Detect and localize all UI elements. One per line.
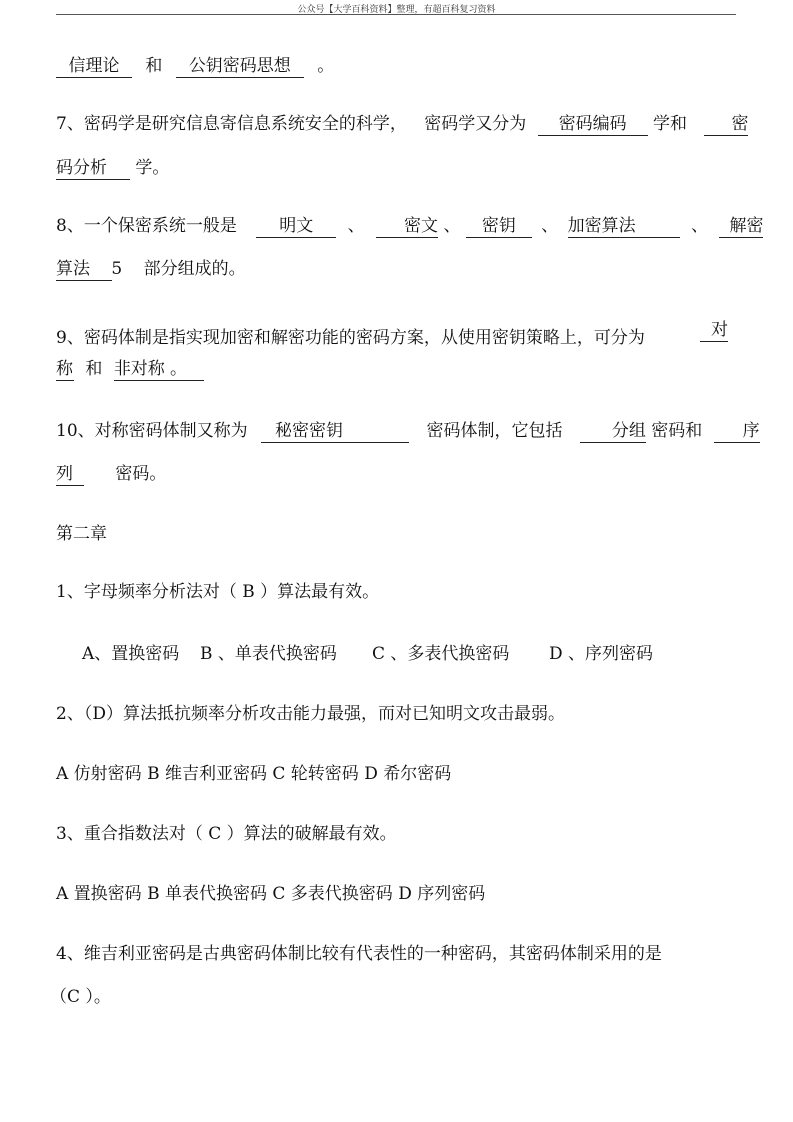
blank-answer: 非对称 bbox=[114, 358, 204, 381]
question-7-line-1 bbox=[56, 112, 748, 136]
text: 和 bbox=[145, 56, 163, 76]
blank-answer: 算法 bbox=[56, 258, 112, 281]
line-continuation bbox=[56, 54, 334, 78]
blank-answer: 对 bbox=[700, 319, 728, 342]
text: 密码学又分为 bbox=[424, 114, 527, 134]
blank-answer: 密钥 bbox=[466, 215, 532, 238]
blank-answer: 明文 bbox=[256, 215, 336, 238]
text: 、 bbox=[541, 216, 559, 236]
text: 和 bbox=[85, 359, 103, 379]
choice-question-4-answer: （C ）。 bbox=[50, 987, 111, 1007]
text: 部分组成的。 bbox=[143, 259, 246, 279]
text: 密码体制，它包括 bbox=[426, 421, 563, 441]
text: 、 bbox=[347, 216, 365, 236]
blank-answer: 码分析 bbox=[56, 157, 130, 180]
text: 。 bbox=[170, 359, 187, 379]
text: 9、密码体制是指实现加密和解密功能的密码方案，从使用密钥策略上，可分为 bbox=[56, 328, 645, 348]
question-10-line-1 bbox=[56, 419, 760, 443]
option-a: A、置换密码 bbox=[82, 644, 180, 664]
component-count: 5 bbox=[111, 259, 123, 279]
option-d: D 、序列密码 bbox=[549, 644, 654, 664]
choice-question-3: 3、重合指数法对（ C ）算法的破解最有效。 bbox=[56, 824, 397, 844]
blank-answer: 分组 bbox=[580, 420, 646, 443]
blank-answer: 密码编码 bbox=[538, 113, 648, 136]
text: 密码和 bbox=[651, 421, 703, 441]
blank-answer: 解密 bbox=[719, 215, 763, 238]
choice-question-4: 4、维吉利亚密码是古典密码体制比较有代表性的一种密码，其密码体制采用的是 bbox=[56, 944, 662, 964]
blank-answer: 称 bbox=[56, 359, 73, 379]
chapter-title: 第二章 bbox=[56, 524, 107, 544]
question-9-blank-1 bbox=[700, 318, 728, 342]
text: 学。 bbox=[135, 158, 170, 178]
text: 7、密码学是研究信息寄信息系统安全的科学， bbox=[56, 114, 407, 134]
page-header-text: 公众号【大学百科资料】整理，有超百科复习资料 bbox=[297, 5, 496, 15]
option-c: C 、多表代换密码 bbox=[372, 644, 510, 664]
blank-answer: 公钥密码思想 bbox=[176, 55, 304, 78]
choice-question-1: 1、字母频率分析法对（ B ）算法最有效。 bbox=[56, 582, 380, 602]
text: 学和 bbox=[653, 114, 688, 134]
question-7-line-2 bbox=[56, 156, 169, 180]
text: 、 bbox=[443, 216, 461, 236]
blank-answer: 密文 bbox=[376, 215, 438, 238]
blank-answer: 加密算法 bbox=[568, 215, 680, 238]
blank-answer: 信理论 bbox=[56, 55, 132, 78]
text: 。 bbox=[317, 56, 335, 76]
question-9-end bbox=[170, 357, 187, 381]
blank-answer: 列 bbox=[56, 463, 84, 486]
text: 8、一个保密系统一般是 bbox=[56, 216, 237, 236]
option-b: B 、单表代换密码 bbox=[200, 644, 337, 664]
choice-question-3-options: A 置换密码 B 单表代换密码 C 多表代换密码 D 序列密码 bbox=[56, 884, 486, 904]
text: 、 bbox=[691, 216, 709, 236]
question-9-line-1 bbox=[56, 326, 645, 350]
question-10-line-2 bbox=[56, 462, 166, 486]
blank-answer: 秘密密钥 bbox=[261, 420, 409, 443]
text: 10、对称密码体制又称为 bbox=[56, 421, 248, 441]
blank-answer: 密 bbox=[704, 113, 748, 136]
header-rule bbox=[56, 14, 736, 15]
text: 密码。 bbox=[115, 464, 167, 484]
blank-answer: 序 bbox=[714, 420, 760, 443]
choice-question-2-options: A 仿射密码 B 维吉利亚密码 C 轮转密码 D 希尔密码 bbox=[56, 764, 452, 784]
choice-question-2: 2、（D）算法抵抗频率分析攻击能力最强，而对已知明文攻击最弱。 bbox=[56, 704, 565, 724]
question-8-line-1 bbox=[56, 214, 763, 238]
question-8-line-2 bbox=[56, 257, 246, 281]
